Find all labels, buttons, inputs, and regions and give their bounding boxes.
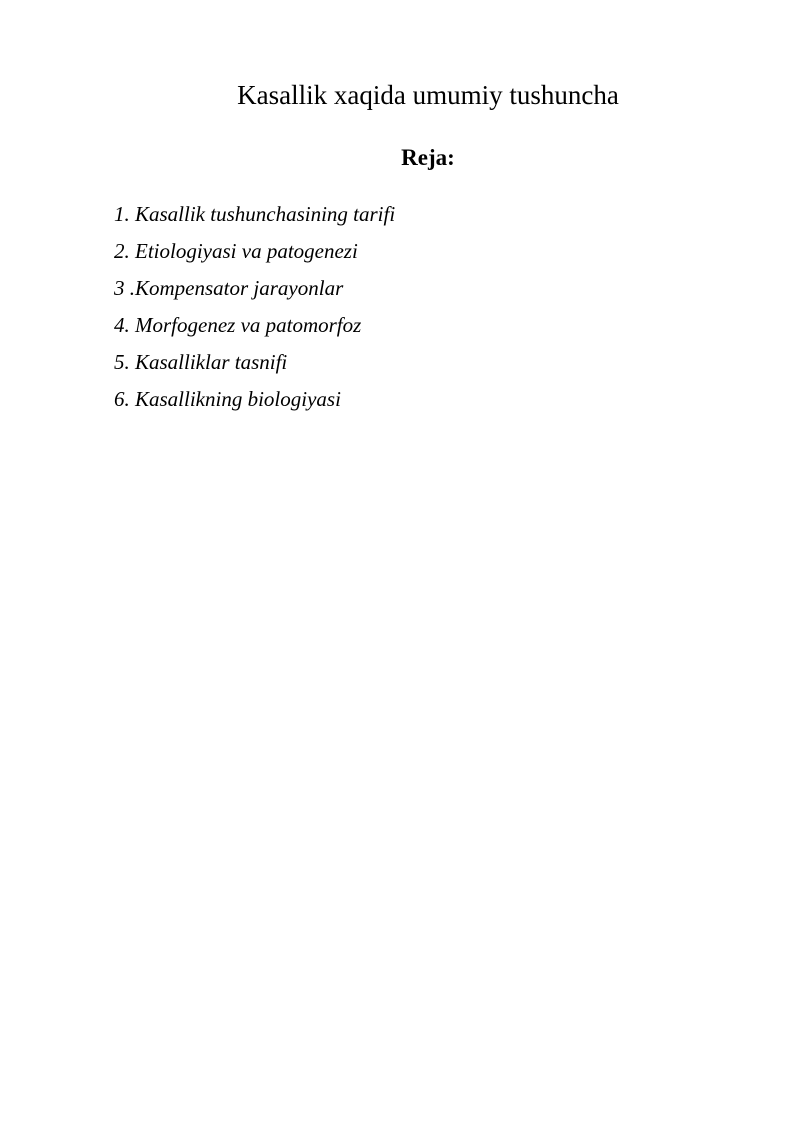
document-title: Kasallik xaqida umumiy tushuncha	[237, 80, 619, 110]
plan-item: 3 .Kompensator jarayonlar	[114, 276, 344, 300]
plan-item: 1. Kasallik tushunchasining tarifi	[114, 202, 396, 226]
plan-list	[114, 196, 395, 418]
plan-item: 6. Kasallikning biologiyasi	[114, 387, 341, 411]
plan-heading: Reja:	[401, 145, 455, 170]
plan-item: 5. Kasalliklar tasnifi	[114, 350, 288, 374]
plan-item: 4. Morfogenez va patomorfoz	[114, 313, 362, 337]
plan-item: 2. Etiologiyasi va patogenezi	[114, 239, 358, 263]
